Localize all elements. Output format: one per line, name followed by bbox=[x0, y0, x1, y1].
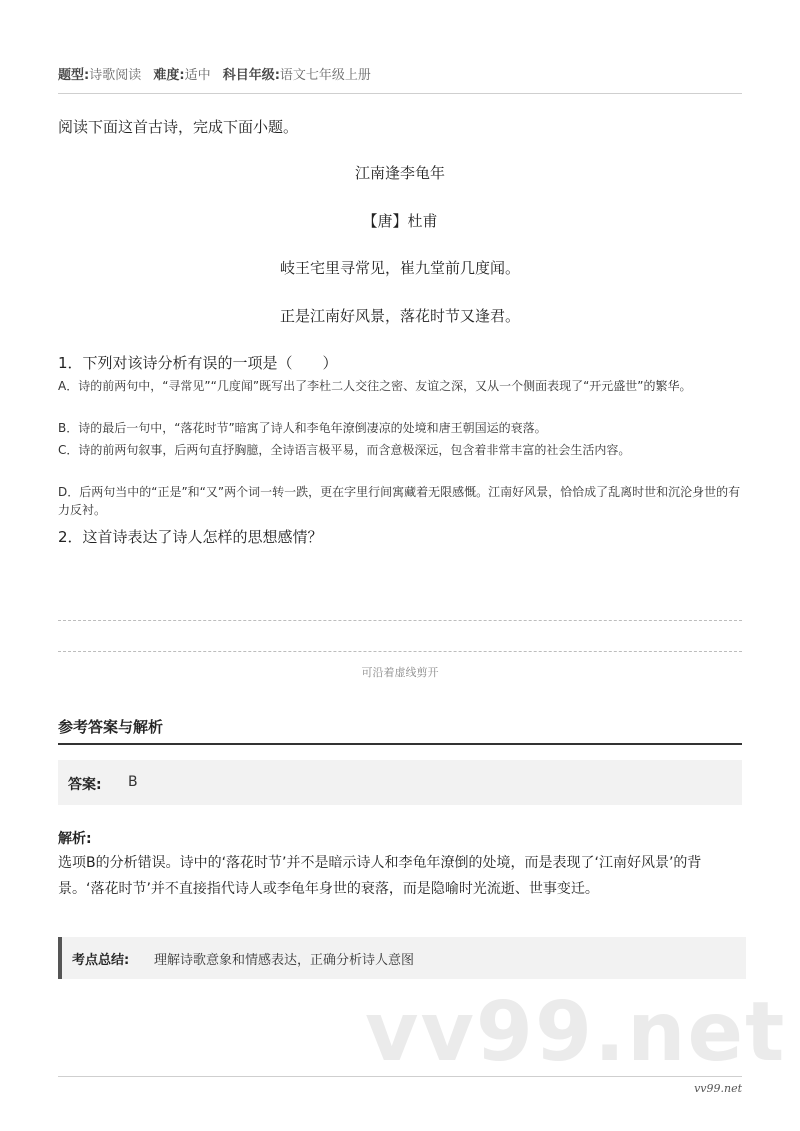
instruction-text: 阅读下面这首古诗，完成下面小题。 bbox=[58, 118, 299, 136]
key-point-label: 考点总结: bbox=[72, 953, 130, 968]
footer-site: vv99.net bbox=[694, 1082, 742, 1095]
explanation-text: 选项B的分析错误。诗中的‘落花时节’并不是暗示诗人和李龟年潦倒的处境，而是表现了‘江南好风景’的背景。‘落花时节’并不直接指代诗人或李龟年身世的衰落，而是隐喻时光流逝、世事变迁。 bbox=[58, 855, 702, 897]
header-divider bbox=[58, 93, 742, 94]
subject-label: 科目年级: bbox=[222, 68, 280, 83]
question-meta bbox=[58, 64, 371, 83]
dashed-divider bbox=[58, 620, 742, 621]
cut-hint: 可沿着虚线剪开 bbox=[361, 666, 439, 679]
type-value: 诗歌阅读 bbox=[89, 68, 142, 83]
question-1: 1．下列对该诗分析有误的一项是（ ） bbox=[58, 354, 338, 372]
answer-label: 答案: bbox=[68, 777, 102, 793]
answer-section-title: 参考答案与解析 bbox=[58, 718, 164, 736]
answer-value: B bbox=[128, 774, 138, 790]
explanation-label: 解析: bbox=[58, 831, 92, 847]
type-label: 题型: bbox=[58, 68, 90, 83]
poem-line: 岐王宅里寻常见，崔九堂前几度闻。 bbox=[279, 259, 520, 277]
difficulty-value: 适中 bbox=[184, 68, 211, 83]
key-point-box bbox=[58, 937, 746, 979]
subject-value: 语文七年级上册 bbox=[279, 68, 371, 83]
answer-box bbox=[58, 760, 742, 805]
section-divider bbox=[58, 743, 742, 745]
cut-line bbox=[58, 651, 742, 652]
option-a: A．诗的前两句中，“寻常见”“几度闻”既写出了李杜二人交往之密、友谊之深，又从一个侧面表现了“开元盛世”的繁华。 bbox=[58, 379, 692, 393]
poem-title: 江南逢李龟年 bbox=[354, 164, 445, 182]
option-c: C．诗的前两句叙事，后两句直抒胸臆，全诗语言极平易，而含意极深远，包含着非常丰富的社会生活内容。 bbox=[58, 443, 631, 457]
question-2: 2．这首诗表达了诗人怎样的思想感情？ bbox=[58, 528, 323, 546]
footer-divider bbox=[58, 1076, 742, 1077]
watermark: vv99.net bbox=[365, 985, 787, 1080]
option-d: D．后两句当中的“正是”和“又”两个词一转一跌，更在字里行间寓藏着无限感慨。江南好风景，恰恰成了乱离时世和沉沦身世的有力反衬。 bbox=[58, 485, 741, 517]
option-b: B．诗的最后一句中，“落花时节”暗寓了诗人和李龟年潦倒凄凉的处境和唐王朝国运的衰落。 bbox=[58, 421, 547, 435]
difficulty-label: 难度: bbox=[153, 68, 185, 83]
key-point-text: 理解诗歌意象和情感表达，正确分析诗人意图 bbox=[154, 953, 415, 968]
poem-line: 正是江南好风景，落花时节又逢君。 bbox=[279, 307, 520, 325]
poem-author: 【唐】杜甫 bbox=[362, 212, 438, 230]
